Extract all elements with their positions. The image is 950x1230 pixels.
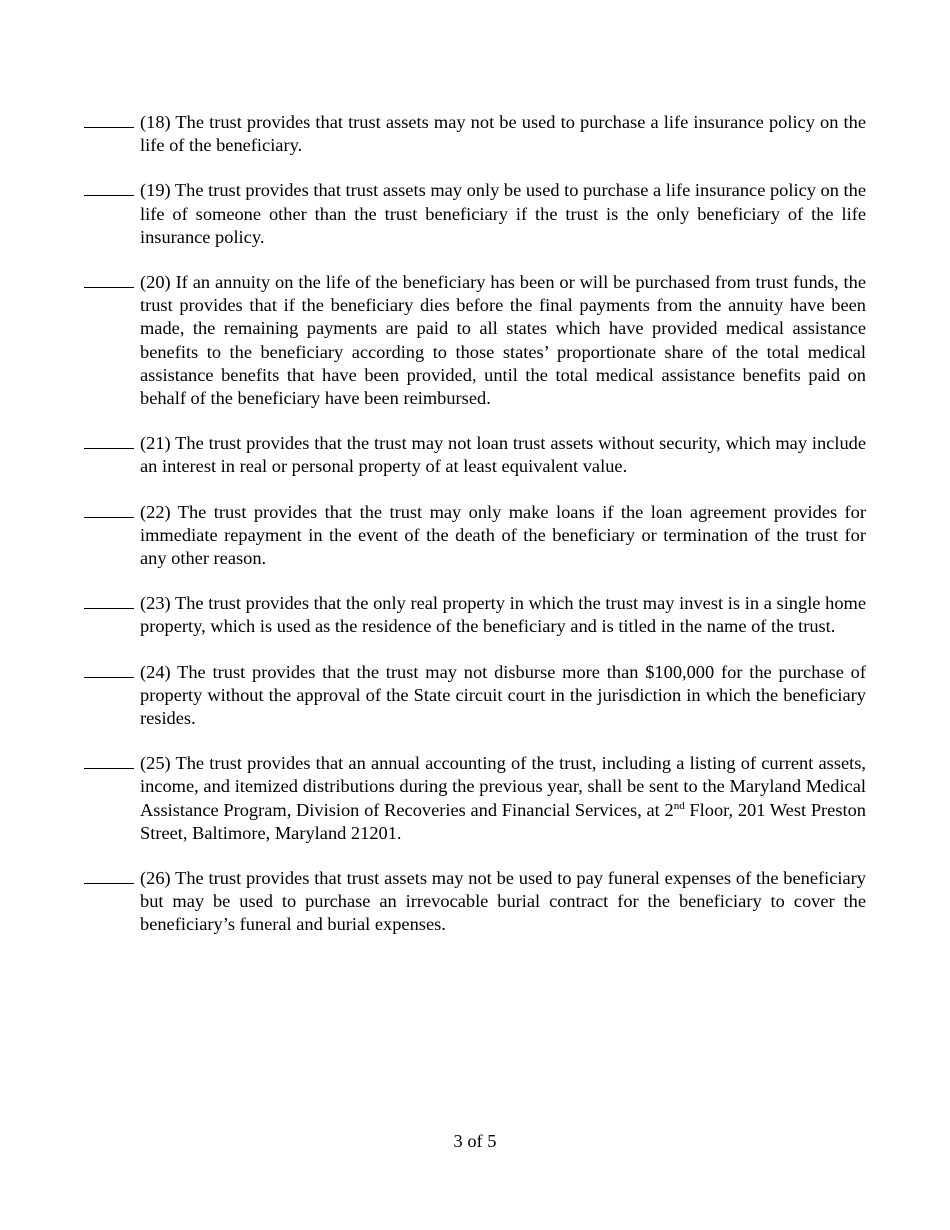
item-number: (19)	[140, 180, 171, 201]
item-number: (24)	[140, 661, 171, 682]
item-text	[140, 432, 866, 478]
item-body-part2: Floor, 201 West Preston Street, Baltimore, Maryland 21201.	[140, 799, 866, 843]
checklist-item-18	[84, 111, 866, 157]
item-number: (25)	[140, 753, 171, 774]
checkbox-blank-line[interactable]	[84, 111, 134, 128]
item-text	[140, 752, 866, 845]
checklist-item-26	[84, 867, 866, 937]
item-body: The trust provides that the trust may not loan trust assets without security, which may include an interest in real or personal property of at least equivalent value.	[140, 433, 867, 477]
checklist-item-23	[84, 592, 866, 638]
page-number-footer: 3 of 5	[453, 1131, 497, 1151]
checklist-item-20	[84, 271, 866, 410]
item-number: (22)	[140, 501, 171, 522]
item-text	[140, 179, 866, 249]
item-text	[140, 271, 866, 410]
checkbox-blank-line[interactable]	[84, 867, 134, 884]
item-text	[140, 592, 866, 638]
checklist-item-22	[84, 501, 866, 571]
checkbox-blank-line[interactable]	[84, 271, 134, 288]
item-number: (18)	[140, 112, 171, 132]
item-text	[140, 867, 866, 937]
checklist-item-25	[84, 752, 866, 845]
item-body: The trust provides that the only real property in which the trust may invest is in a single home property, which is used as the residence of the beneficiary and is titled in the name of the trust.	[140, 593, 867, 637]
item-body: The trust provides that the trust may not disburse more than $100,000 for the purchase of property without the approval of the State circuit court in the jurisdiction in which the beneficiary resides.	[140, 661, 867, 729]
item-body: If an annuity on the life of the beneficiary has been or will be purchased from trust funds, the trust provides that if the beneficiary dies before the final payments from the annuity have been made, the remaining payments are paid to all states which have provided medical assistance benefits to the beneficiary according to those states’ proportionate share of the total medical assistance benefits that have been provided, until the total medical assistance benefits paid on behalf of the beneficiary have been reimbursed.	[140, 272, 866, 409]
item-text	[140, 501, 866, 571]
checkbox-blank-line[interactable]	[84, 752, 134, 769]
item-body: The trust provides that trust assets may not be used to purchase a life insurance policy on the life of the beneficiary.	[140, 112, 866, 156]
item-text	[140, 661, 866, 731]
item-body: The trust provides that the trust may only make loans if the loan agreement provides for immediate repayment in the event of the death of the beneficiary or termination of the trust for any other reason.	[140, 501, 867, 569]
checklist-item-21	[84, 432, 866, 478]
item-text	[140, 111, 866, 157]
checkbox-blank-line[interactable]	[84, 179, 134, 196]
item-number: (21)	[140, 433, 171, 454]
item-number: (26)	[140, 868, 171, 889]
item-body: The trust provides that trust assets may not be used to pay funeral expenses of the beneficiary but may be used to purchase an irrevocable burial contract for the beneficiary to cover the beneficiary’s funeral and burial expenses.	[140, 868, 866, 935]
item-body-part1: The trust provides that an annual accounting of the trust, including a listing of current assets, income, and itemized distributions during the previous year, shall be sent to the Maryland Medical Assistance Program, Division of Recoveries and Financial Services, at 2	[140, 753, 867, 820]
item-number: (23)	[140, 593, 171, 614]
checklist-item-19	[84, 179, 866, 249]
checkbox-blank-line[interactable]	[84, 661, 134, 678]
ordinal-superscript: nd	[673, 799, 685, 812]
checklist	[84, 111, 866, 959]
item-body: The trust provides that trust assets may only be used to purchase a life insurance policy on the life of someone other than the trust beneficiary if the trust is the only beneficiary of the life insurance policy.	[140, 180, 867, 247]
checkbox-blank-line[interactable]	[84, 501, 134, 518]
item-number: (20)	[140, 272, 171, 293]
checkbox-blank-line[interactable]	[84, 592, 134, 609]
checklist-item-24	[84, 661, 866, 731]
checkbox-blank-line[interactable]	[84, 432, 134, 449]
